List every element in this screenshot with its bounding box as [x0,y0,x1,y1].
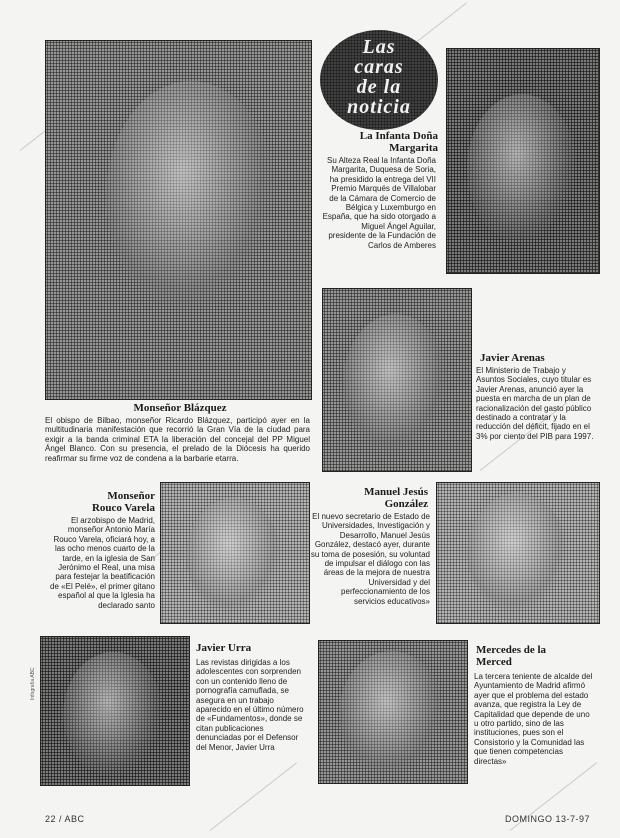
text-margarita: Su Alteza Real la Infanta Doña Margarita, Duquesa de Soria, ha presidido la entrega del VII Premio Marqués de Villalobar de la Cámara de Comercio de Bélgica y Luxemburgo en España, que ha sido otorgado a Miguel Ángel Aguilar, presidente de la Fundación de Carlos de Amberes [322,156,436,250]
name-gonzalez: Manuel Jesús González [364,486,428,510]
photo-rouco [160,482,310,624]
photo-merced [318,640,468,784]
photo-credit: Infografía ABC [30,667,36,700]
name-rouco: Monseñor Rouco Varela [91,490,155,514]
photo-arenas [322,288,472,472]
name-blazquez: Monseñor Blázquez [133,402,227,414]
photo-margarita [446,48,600,274]
caras-noticia-logo: Las caras de la noticia [320,30,438,130]
text-rouco: El arzobispo de Madrid, monseñor Antonio María Rouco Varela, oficiará hoy, a las ocho menos cuarto de la tarde, en la iglesia de San Jerónimo el Real, una misa para festejar la beatificación de «El Pelé», el primer gitano español al que la Iglesia ha declarado santo [50,516,155,610]
folio-right: DOMINGO 13-7-97 [504,814,590,824]
folio-left: 22 / ABC [45,814,85,824]
text-blazquez: El obispo de Bilbao, monseñor Ricardo Blázquez, participó ayer en la multitudinaria manifestación que recorrió la Gran Vía de la ciudad para exigir a la banda criminal ETA la liberación del concejal del PP Miguel Ángel Blanco. Con su presencia, el prelado de la Diócesis ha querido reafirmar su firme voz de condena a la barbarie etarra. [45,416,310,463]
text-arenas: El Ministerio de Trabajo y Asuntos Sociales, cuyo titular es Javier Arenas, anunció ayer la puesta en marcha de un plan de racionalización del gasto público destinado a contratar y la reducción del déficit, fijado en el 3% por ciento del PIB para 1997. [476,366,594,441]
text-urra: Las revistas dirigidas a los adolescentes con sorprenden con un contenido lleno de pornografía camuflada, se asegura en un trabajo aparecido en el último número de «Fundamentos», donde se citan publicaciones denunciadas por el Defensor del Menor, Javier Urra [196,658,304,752]
photo-blazquez [45,40,312,400]
name-urra: Javier Urra [196,642,252,654]
name-arenas: Javier Arenas [480,352,545,364]
photo-gonzalez [436,482,600,624]
watermark-line [210,762,297,831]
name-merced: Mercedes de la Merced [476,644,547,668]
photo-urra [40,636,190,786]
text-merced: La tercera teniente de alcalde del Ayuntamiento de Madrid afirmó ayer que el problema del estado avanza, que registra la Ley de Capitalidad que depende de uno u otro partido, sino de las instituciones, pues son el Consistorio y la Comunidad las que tienen competencias directas» [474,672,593,766]
name-margarita: La Infanta Doña Margarita [359,130,438,154]
text-gonzalez: El nuevo secretario de Estado de Universidades, Investigación y Desarrollo, Manuel Jesús González, destacó ayer, durante su toma de posesión, su voluntad de impulsar el diálogo con las áreas de la mejora de nuestra Universidad y del perfeccionamiento de los servicios educativos» [310,512,430,606]
